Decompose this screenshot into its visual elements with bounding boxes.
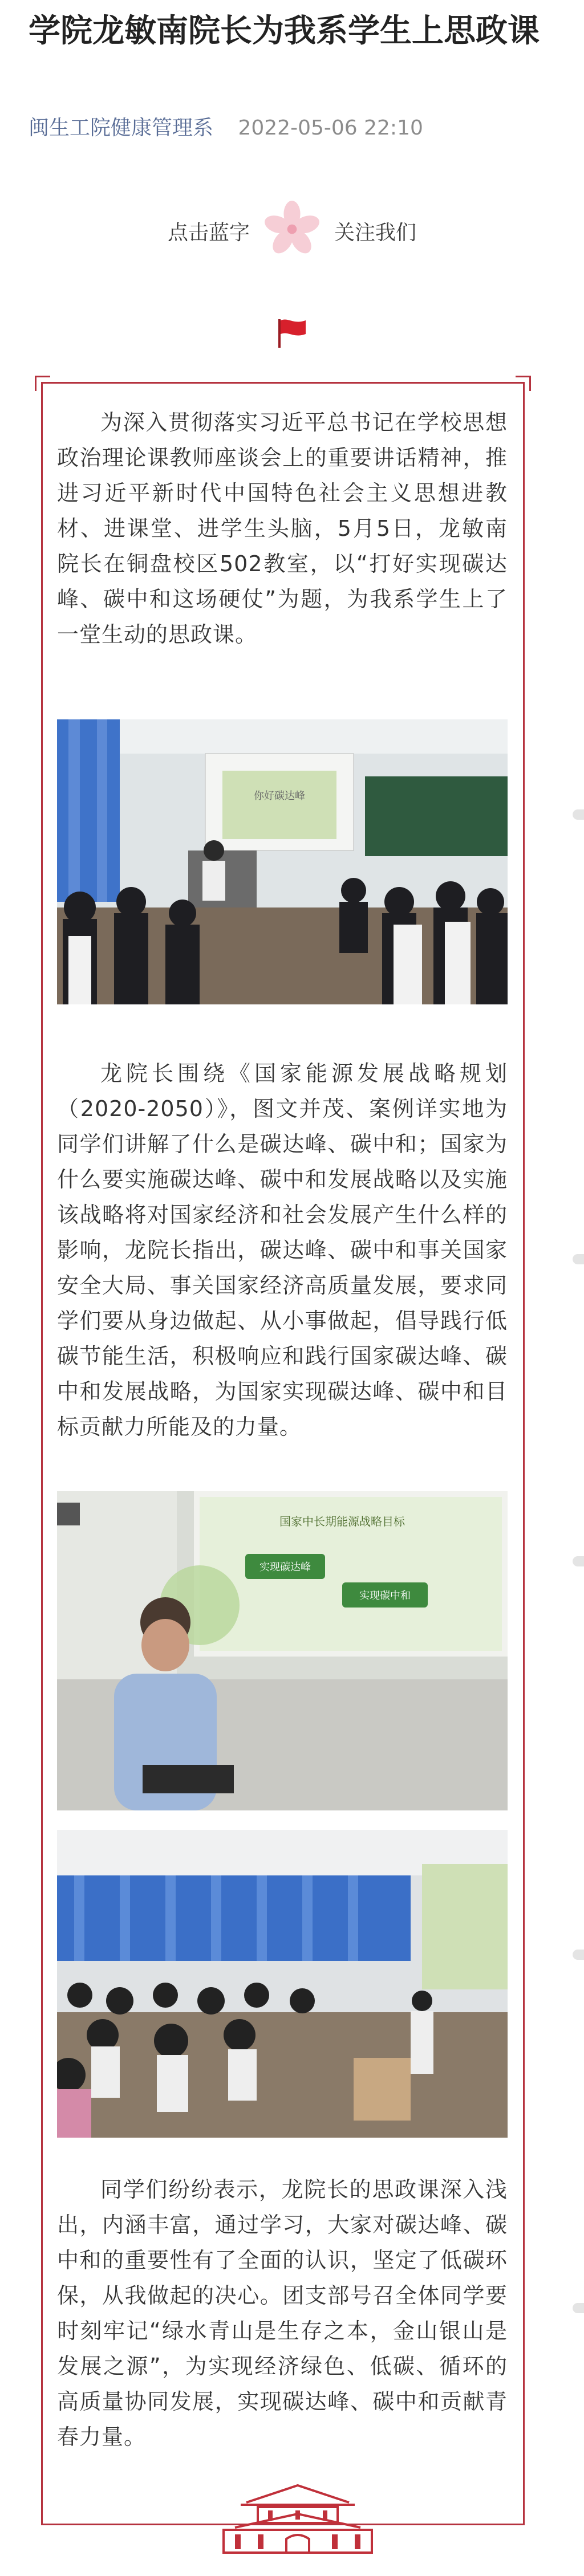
speaker-photo[interactable]	[57, 1491, 508, 1810]
edge-marker	[573, 809, 584, 820]
slide-title: 国家中长期能源战略目标	[279, 1515, 405, 1528]
frame-corner	[35, 376, 50, 391]
speaker-photo-image	[57, 1491, 508, 1810]
follow-right-text: 关注我们	[334, 221, 417, 245]
publish-time: 2022-05-06 22:10	[238, 116, 423, 140]
edge-marker	[573, 1556, 584, 1566]
frame-corner	[516, 376, 531, 391]
cherry-blossom-icon	[262, 198, 322, 258]
paragraph-feedback: 同学们纷纷表示，龙院长的思政课深入浅出，内涵丰富，通过学习，大家对碳达峰、碳中和的重要性有了全面的认识，坚定了低碳环保，从我做起的决心。团支部号召全体同学要时刻牢记“绿水青山是生存之本，金山银山是发展之源”，为实现经济绿色、低碳、循环的高质量协同发展，实现碳达峰、碳中和贡献青春力量。	[57, 2177, 508, 2449]
follow-left-text: 点击蓝字	[167, 221, 250, 245]
edge-marker	[573, 1950, 584, 1960]
edge-marker	[573, 1254, 584, 1264]
edge-marker	[573, 2303, 584, 2313]
account-name-link[interactable]: 闽生工院健康管理系	[29, 116, 214, 140]
classroom-photo-1-image	[57, 719, 508, 1004]
article-title: 学院龙敏南院长为我系学生上思政课	[29, 13, 540, 50]
gate-tower-decoration	[212, 2480, 383, 2559]
slide-box-peak: 实现碳达峰	[259, 1561, 311, 1573]
follow-banner[interactable]	[0, 198, 584, 261]
classroom-photo-1[interactable]	[57, 719, 508, 1004]
paragraph-intro: 为深入贯彻落实习近平总书记在学校思想政治理论课教师座谈会上的重要讲话精神，推进习近平新时代中国特色社会主义思想进教材、进课堂、进学生头脑，5月5日，龙敏南院长在铜盘校区502教室，以“打好实现碳达峰、碳中和这场硬仗”为题，为我系学生上了一堂生动的思政课。	[57, 410, 508, 647]
slide-box-neutral: 实现碳中和	[359, 1590, 411, 1602]
red-flag-icon	[274, 317, 310, 349]
article-meta	[29, 112, 423, 141]
paragraph-lecture: 龙院长围绕《国家能源发展战略规划（2020-2050）》，图文并茂、案例详实地为同学们讲解了什么是碳达峰、碳中和；国家为什么要实施碳达峰、碳中和发展战略以及实施该战略将对国家经济和社会发展产生什么样的影响，龙院长指出，碳达峰、碳中和事关国家安全大局、事关国家经济高质量发展，要求同学们要从身边做起、从小事做起，倡导践行低碳节能生活，积极响应和践行国家碳达峰、碳中和发展战略，为国家实现碳达峰、碳中和目标贡献力所能及的力量。	[57, 1061, 508, 1439]
slide-caption: 你好碳达峰	[254, 790, 305, 802]
classroom-photo-2[interactable]	[57, 1830, 508, 2138]
classroom-photo-2-image	[57, 1830, 508, 2138]
